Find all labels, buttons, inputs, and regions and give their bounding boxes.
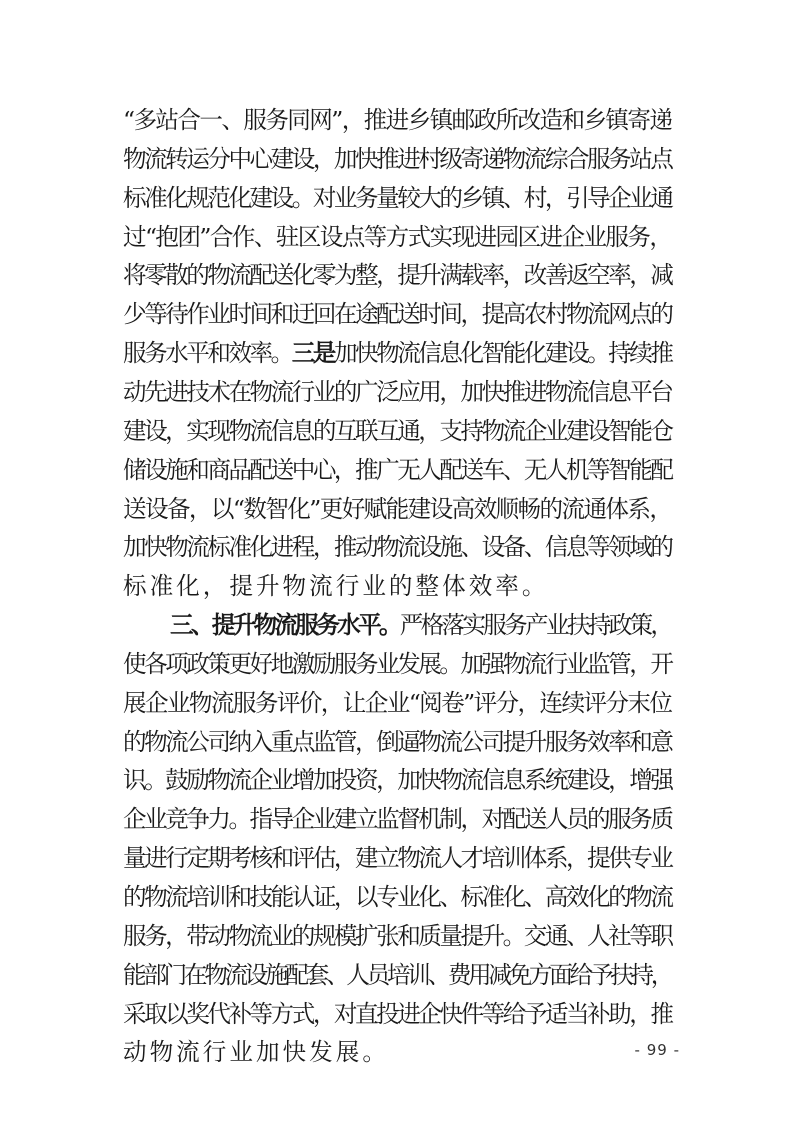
body-text: 送设备，以“数智化”更好赋能建设高效顺畅的流通体系， [123, 494, 672, 523]
body-text: 的物流公司纳入重点监管，倒逼物流公司提升服务效率和意 [123, 727, 672, 756]
body-text: 使各项政策更好地激励服务业发展。加强物流行业监管，开 [123, 649, 672, 678]
text-line [123, 1029, 671, 1075]
body-text: 标准化规范化建设。对业务量较大的乡镇、村，引导企业通 [123, 183, 672, 212]
body-text: 标准化，提升物流行业的整体效率。 [123, 572, 549, 601]
body-text: 加快物流标准化进程，推动物流设施、设备、信息等领域的 [123, 533, 672, 562]
body-text: 能部门在物流设施配套、人员培训、费用减免方面给予扶持， [123, 960, 672, 989]
body-text: 储设施和商品配送中心，推广无人配送车、无人机等智能配 [123, 455, 672, 484]
body-text: 动物流行业加快发展。 [123, 1038, 389, 1067]
body-text: 服务，带动物流业的规模扩张和质量提升。交通、人社等职 [123, 921, 672, 950]
body-text: 服务水平和效率。 [123, 339, 292, 368]
body-text: 加快物流信息化智能化建设。持续推 [333, 339, 672, 368]
body-text: 动先进技术在物流行业的广泛应用，加快推进物流信息平台 [123, 377, 672, 406]
body-text: 量进行定期考核和评估，建立物流人才培训体系，提供专业 [123, 844, 672, 873]
body-text: 过“抱团”合作、驻区设点等方式实现进园区进企业服务， [123, 222, 672, 251]
body-text: 企业竞争力。指导企业建立监督机制，对配送人员的服务质 [123, 805, 672, 834]
bold-text: 三、提升物流服务水平。 [170, 611, 400, 640]
body-text: 采取以奖代补等方式，对直投进企快件等给予适当补助，推 [123, 999, 672, 1028]
body-text: 少等待作业时间和迂回在途配送时间，提高农村物流网点的 [123, 300, 672, 329]
body-text: 严格落实服务产业扶持政策， [399, 611, 672, 640]
body-text: 展企业物流服务评价，让企业“阅卷”评分，连续评分末位 [123, 688, 672, 717]
body-text: 建设，实现物流信息的互联互通，支持物流企业建设智能仓 [123, 416, 672, 445]
bold-text: 三是 [291, 339, 334, 368]
body-text: 物流转运分中心建设，加快推进村级寄递物流综合服务站点 [123, 144, 672, 173]
body-text: 的物流培训和技能认证，以专业化、标准化、高效化的物流 [123, 883, 672, 911]
body-text: “多站合一、服务同网”，推进乡镇邮政所改造和乡镇寄递 [123, 106, 672, 134]
body-text: 识。鼓励物流企业增加投资，加快物流信息系统建设，增强 [123, 766, 672, 795]
page-number: - 99 - [634, 1041, 680, 1059]
body-text: 将零散的物流配送化零为整，提升满载率，改善返空率，减 [123, 261, 672, 290]
